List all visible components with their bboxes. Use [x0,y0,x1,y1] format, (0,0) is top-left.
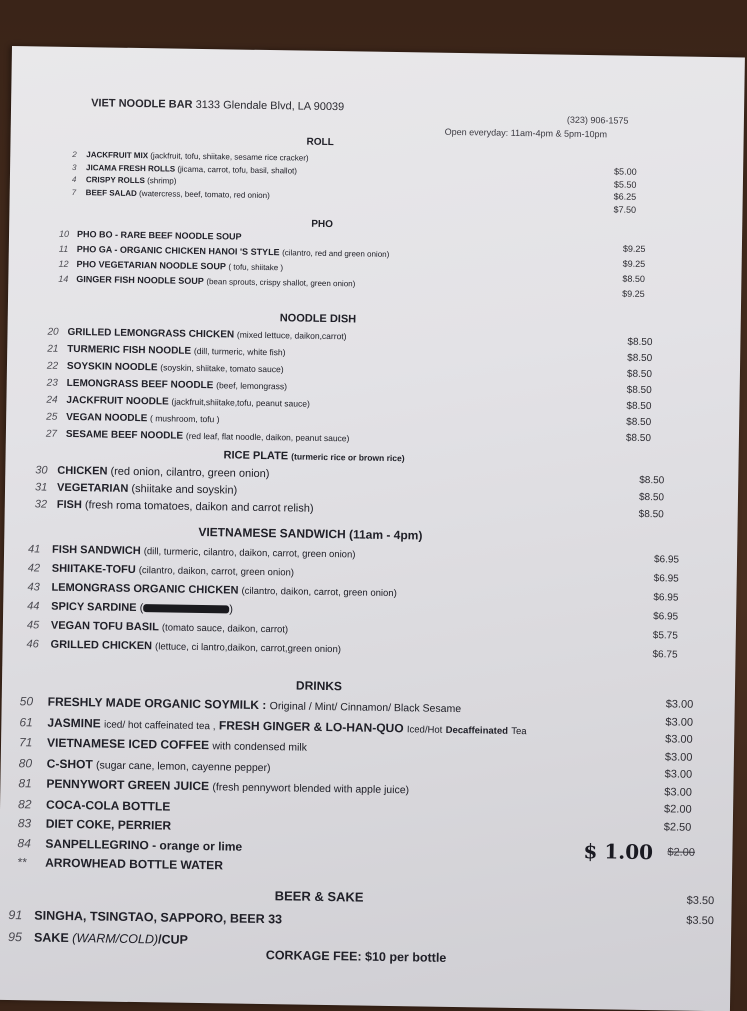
menu-item: 95 SAKE (WARM/COLD)/CUP [7,930,189,947]
menu-item: 31 VEGETARIAN (shiitake and soyskin) [34,481,238,497]
menu-item: 11 PHO GA - ORGANIC CHICKEN HANOI 'S STYLE (cilantro, red and green onion) [58,243,390,259]
price: $3.00 [665,733,693,746]
restaurant-name: VIET NOODLE BAR [91,97,193,111]
menu-item: 83 DIET COKE, PERRIER [17,816,172,833]
price: $8.50 [626,384,652,397]
price: $3.50 [686,914,714,928]
menu-item: 45 VEGAN TOFU BASIL (tomato sauce, daikon, carrot) [26,619,289,636]
menu-item: 91 SINGHA, TSINGTAO, SAPPORO, BEER 33 [8,908,283,927]
menu-item: 46 GRILLED CHICKEN (lettuce, ci lantro,daikon, carrot,green onion) [26,638,342,656]
price: $2.50 [663,820,692,834]
sandwich-subtitle: (11am - 4pm) [348,527,423,543]
corkage-fee: CORKAGE FEE: $10 per bottle [265,948,447,965]
price: $9.25 [622,243,646,254]
redaction-mark [143,604,229,613]
menu-item: 22 SOYSKIN NOODLE (soyskin, shiitake, tomato sauce) [46,360,284,375]
section-title-roll: ROLL [306,136,334,149]
menu-item: 30 CHICKEN (red onion, cilantro, green onion) [35,464,270,481]
menu-item: 12 PHO VEGETARIAN NOODLE SOUP ( tofu, shiitake ) [58,258,284,273]
menu-item: 71 VIETNAMESE ICED COFFEE with condensed milk [18,735,308,754]
section-title-rice [224,449,405,464]
menu-item: 2 JACKFRUIT MIX (jackfruit, tofu, shiitake, sesame rice cracker) [72,149,309,163]
price: $9.25 [622,258,646,269]
drinks-list [17,692,527,880]
section-title-drinks: DRINKS [295,678,343,694]
roll-prices [613,165,636,215]
pho-list [58,227,389,292]
price: $8.50 [622,273,646,284]
menu-item: 24 JACKFRUIT NOODLE (jackfruit,shiitake,tofu, peanut sauce) [46,394,310,409]
rice-subtitle: (turmeric rice or brown rice) [291,451,405,464]
price: $5.00 [614,166,637,177]
sandwich-prices [652,550,679,664]
section-title-beer: BEER & SAKE [274,888,364,905]
drinks-prices [664,696,694,836]
price: $8.50 [639,474,665,487]
menu-item: 10 PHO BO - RARE BEEF NOODLE SOUP [58,228,242,242]
price: $8.50 [626,368,653,381]
sandwich-list [26,540,397,660]
beer-list [8,904,282,952]
menu-item: 61 JASMINE iced/ hot caffeinated tea , FRESH GINGER & LO-HAN-QUO Iced/Hot Decaffeinated Tea [19,714,527,737]
price: $6.25 [613,191,637,202]
section-title-pho: PHO [311,218,333,231]
menu-item: 44 SPICY SARDINE ( ) [27,600,234,616]
restaurant-phone: (323) 906-1575 [566,114,629,126]
price: $3.00 [665,715,694,729]
price: $8.50 [626,416,652,429]
menu-item: 82 COCA-COLA BOTTLE [17,796,171,814]
menu-item: 42 SHIITAKE-TOFU (cilantro, daikon, carrot, green onion) [27,562,295,579]
pho-prices [622,242,645,302]
price: $6.95 [653,611,679,623]
price: $6.95 [653,573,679,585]
price: $5.75 [652,630,678,642]
price: $3.50 [686,894,715,908]
restaurant-hours: Open everyday: 11am-4pm & 5pm-10pm [444,126,608,140]
price: $2.00 [663,803,692,816]
menu-item: 3 JICAMA FRESH ROLLS (jicama, carrot, tofu, basil, shallot) [72,162,298,175]
price: $6.95 [653,554,680,566]
price: $3.00 [665,698,694,711]
menu-item: 50 FRESHLY MADE ORGANIC SOYMILK : Original / Mint/ Cinnamon/ Black Sesame [19,694,462,716]
menu-header [91,97,344,113]
price: $7.50 [613,203,637,215]
rice-list [35,462,315,517]
handwritten-price: $ 1.00 [583,839,654,865]
price: $8.50 [626,400,652,413]
price: $3.00 [664,785,692,799]
menu-item: 25 VEGAN NOODLE ( mushroom, tofu ) [46,411,220,425]
menu-item: 43 LEMONGRASS ORGANIC CHICKEN (cilantro, daikon, carrot, green onion) [27,581,397,600]
roll-list [72,149,309,203]
noodle-prices [626,335,653,447]
menu-paper [0,46,745,1011]
price: $8.50 [627,352,653,365]
menu-item: 14 GINGER FISH NOODLE SOUP (bean sprouts, crispy shallot, green onion) [58,273,356,289]
price: $3.00 [664,750,693,764]
price: $8.50 [638,508,664,521]
menu-item: 32 FISH (fresh roma tomatoes, daikon and carrot relish) [34,498,314,515]
price: $8.50 [638,491,665,504]
menu-item: 4 CRISPY ROLLS (shrimp) [71,174,177,186]
price: $8.50 [627,336,653,349]
menu-item: 81 PENNYWORT GREEN JUICE (fresh pennywort blended with apple juice) [18,776,410,797]
menu-item: 84 SANPELLEGRINO - orange or lime [17,835,243,854]
price: $3.00 [664,768,693,781]
menu-item: 20 GRILLED LEMONGRASS CHICKEN (mixed lettuce, daikon,carrot) [47,326,347,342]
price: $5.50 [613,178,637,190]
section-title-noodle: NOODLE DISH [279,312,357,326]
menu-item: 21 TURMERIC FISH NOODLE (dill, turmeric, white fish) [47,343,286,358]
menu-item: 7 BEEF SALAD (watercress, beef, tomato, red onion) [71,187,270,200]
section-title-sandwich [198,525,422,543]
menu-item: 27 SESAME BEEF NOODLE (red leaf, flat noodle, daikon, peanut sauce) [45,428,350,444]
price: $9.25 [622,288,645,299]
price: $6.95 [653,592,679,604]
struck-price: $2.00 [667,846,696,859]
sandwich-title: VIETNAMESE SANDWICH [198,524,346,542]
price: $8.50 [625,432,652,445]
price: $6.75 [652,649,678,661]
rice-prices [639,472,665,523]
restaurant-address: 3133 Glendale Blvd, LA 90039 [195,98,345,114]
noodle-list [46,324,351,448]
menu-item: 80 C-SHOT (sugar cane, lemon, cayenne pepper) [18,755,271,774]
menu-item: ** ARROWHEAD BOTTLE WATER [17,855,224,873]
menu-item: 23 LEMONGRASS BEEF NOODLE (beef, lemongrass) [46,377,288,392]
menu-item: 41 FISH SANDWICH (dill, turmeric, cilantro, daikon, carrot, green onion) [28,543,356,561]
rice-title: RICE PLATE [223,449,289,463]
